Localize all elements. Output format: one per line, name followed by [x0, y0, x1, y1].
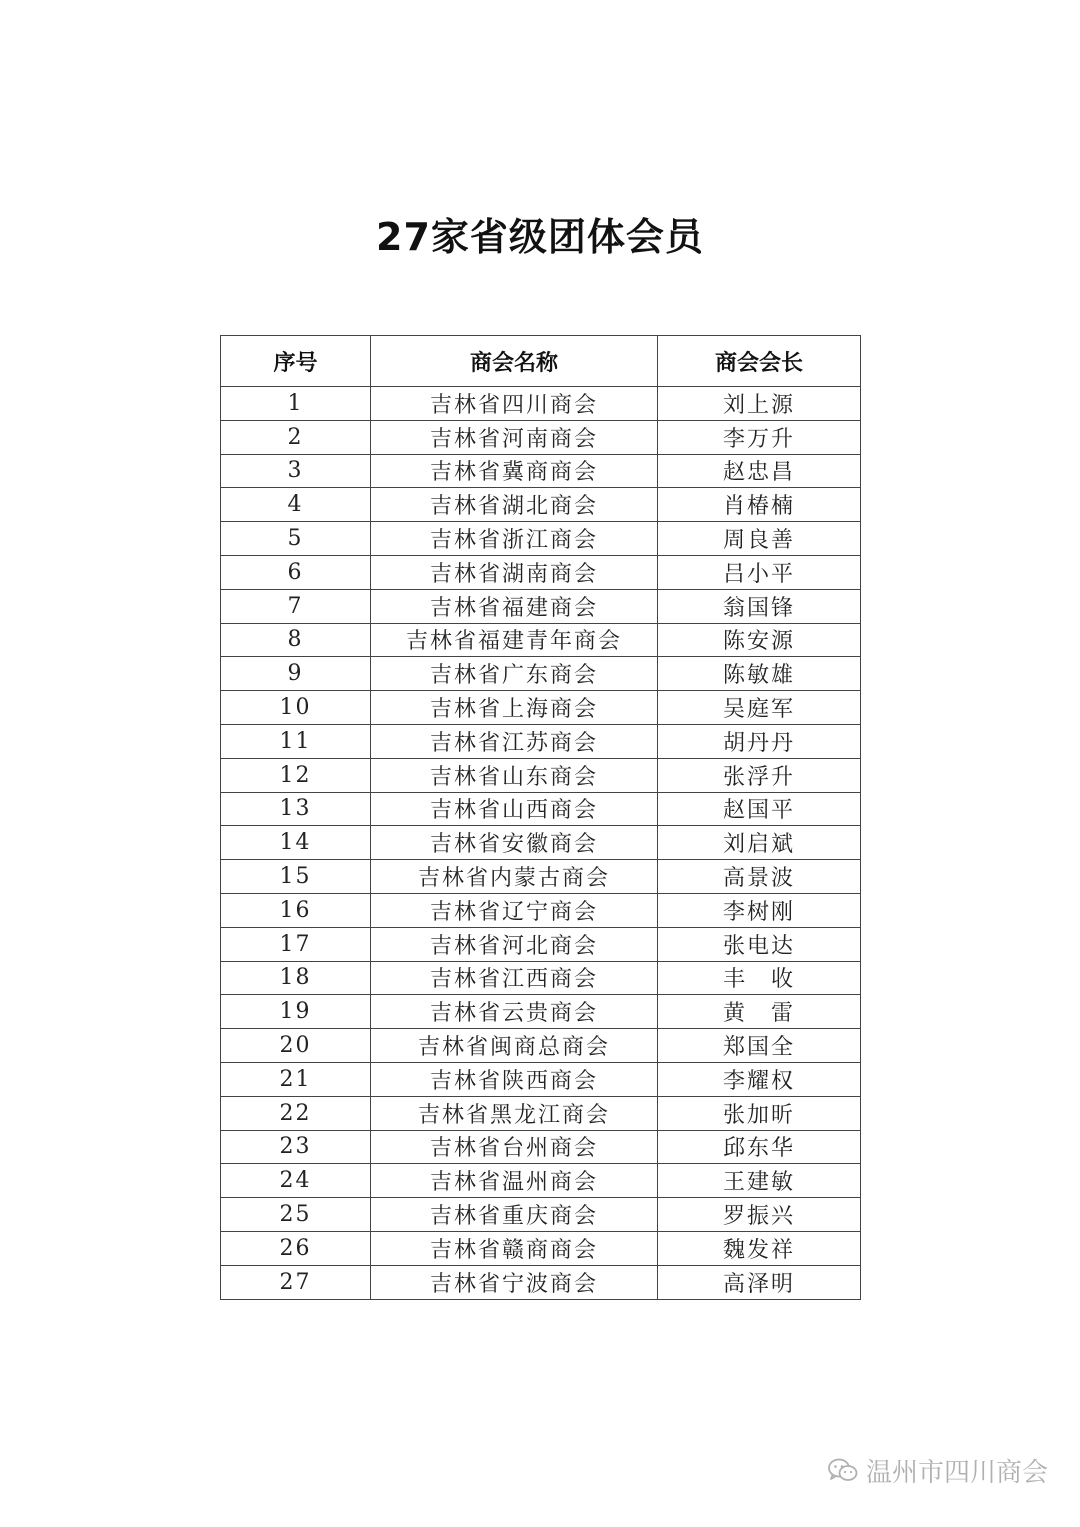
cell-index: 17 [221, 927, 371, 961]
cell-index: 6 [221, 555, 371, 589]
cell-chamber-president: 罗振兴 [658, 1198, 861, 1232]
cell-chamber-president: 陈安源 [658, 623, 861, 657]
table-row [221, 623, 861, 657]
table-row [221, 927, 861, 961]
cell-index: 27 [221, 1265, 371, 1299]
cell-index: 15 [221, 860, 371, 894]
cell-chamber-president: 王建敏 [658, 1164, 861, 1198]
cell-chamber-name: 吉林省山西商会 [371, 792, 658, 826]
cell-chamber-president: 肖椿楠 [658, 488, 861, 522]
cell-index: 19 [221, 995, 371, 1029]
cell-index: 14 [221, 826, 371, 860]
table-row [221, 893, 861, 927]
cell-chamber-president: 丰 收 [658, 961, 861, 995]
cell-chamber-name: 吉林省湖北商会 [371, 488, 658, 522]
cell-chamber-name: 吉林省山东商会 [371, 758, 658, 792]
members-table [220, 335, 861, 1300]
table-row [221, 724, 861, 758]
cell-chamber-name: 吉林省云贵商会 [371, 995, 658, 1029]
cell-index: 3 [221, 454, 371, 488]
cell-chamber-name: 吉林省福建商会 [371, 589, 658, 623]
wechat-icon [828, 1458, 858, 1484]
cell-chamber-president: 刘上源 [658, 387, 861, 421]
table-row [221, 1231, 861, 1265]
cell-chamber-president: 胡丹丹 [658, 724, 861, 758]
table-row [221, 488, 861, 522]
cell-index: 7 [221, 589, 371, 623]
table-row [221, 454, 861, 488]
cell-chamber-president: 吴庭军 [658, 691, 861, 725]
cell-chamber-name: 吉林省内蒙古商会 [371, 860, 658, 894]
table-row [221, 1062, 861, 1096]
cell-index: 16 [221, 893, 371, 927]
table-row [221, 1029, 861, 1063]
cell-chamber-name: 吉林省福建青年商会 [371, 623, 658, 657]
cell-index: 22 [221, 1096, 371, 1130]
cell-chamber-name: 吉林省安徽商会 [371, 826, 658, 860]
cell-chamber-president: 邱东华 [658, 1130, 861, 1164]
cell-chamber-president: 刘启斌 [658, 826, 861, 860]
cell-chamber-president: 黄 雷 [658, 995, 861, 1029]
cell-chamber-name: 吉林省广东商会 [371, 657, 658, 691]
cell-index: 12 [221, 758, 371, 792]
table-row [221, 1265, 861, 1299]
cell-index: 10 [221, 691, 371, 725]
table-row [221, 420, 861, 454]
cell-chamber-name: 吉林省河南商会 [371, 420, 658, 454]
cell-chamber-president: 魏发祥 [658, 1231, 861, 1265]
table-row [221, 1164, 861, 1198]
cell-index: 26 [221, 1231, 371, 1265]
cell-index: 1 [221, 387, 371, 421]
table-row [221, 387, 861, 421]
cell-chamber-name: 吉林省宁波商会 [371, 1265, 658, 1299]
table-row [221, 961, 861, 995]
cell-index: 5 [221, 522, 371, 556]
cell-chamber-name: 吉林省河北商会 [371, 927, 658, 961]
table-row [221, 555, 861, 589]
table-row [221, 1096, 861, 1130]
cell-chamber-president: 郑国全 [658, 1029, 861, 1063]
page-title: 27家省级团体会员 [376, 215, 704, 259]
cell-chamber-name: 吉林省湖南商会 [371, 555, 658, 589]
cell-chamber-name: 吉林省温州商会 [371, 1164, 658, 1198]
cell-index: 25 [221, 1198, 371, 1232]
table-row [221, 826, 861, 860]
cell-index: 13 [221, 792, 371, 826]
watermark-text: 温州市四川商会 [865, 1458, 1048, 1488]
cell-index: 21 [221, 1062, 371, 1096]
cell-chamber-name: 吉林省黑龙江商会 [371, 1096, 658, 1130]
table-header-row [221, 336, 861, 387]
cell-chamber-name: 吉林省辽宁商会 [371, 893, 658, 927]
cell-chamber-name: 吉林省上海商会 [371, 691, 658, 725]
cell-chamber-president: 赵忠昌 [658, 454, 861, 488]
cell-chamber-president: 吕小平 [658, 555, 861, 589]
cell-chamber-name: 吉林省冀商商会 [371, 454, 658, 488]
cell-chamber-name: 吉林省陕西商会 [371, 1062, 658, 1096]
cell-chamber-name: 吉林省台州商会 [371, 1130, 658, 1164]
watermark [828, 1452, 1048, 1489]
cell-chamber-president: 李万升 [658, 420, 861, 454]
table-row [221, 657, 861, 691]
cell-index: 20 [221, 1029, 371, 1063]
cell-chamber-name: 吉林省江苏商会 [371, 724, 658, 758]
table-body [221, 387, 861, 1300]
table-row [221, 522, 861, 556]
cell-chamber-president: 翁国锋 [658, 589, 861, 623]
cell-index: 2 [221, 420, 371, 454]
table-row [221, 792, 861, 826]
header-index: 序号 [221, 336, 371, 387]
table-row [221, 995, 861, 1029]
cell-chamber-president: 张浮升 [658, 758, 861, 792]
cell-chamber-president: 周良善 [658, 522, 861, 556]
cell-index: 11 [221, 724, 371, 758]
table-row [221, 589, 861, 623]
cell-chamber-president: 张电达 [658, 927, 861, 961]
cell-chamber-name: 吉林省四川商会 [371, 387, 658, 421]
table-row [221, 758, 861, 792]
header-chamber-president: 商会会长 [658, 336, 861, 387]
cell-chamber-name: 吉林省江西商会 [371, 961, 658, 995]
cell-index: 4 [221, 488, 371, 522]
cell-chamber-president: 陈敏雄 [658, 657, 861, 691]
cell-index: 24 [221, 1164, 371, 1198]
cell-chamber-name: 吉林省闽商总商会 [371, 1029, 658, 1063]
cell-index: 23 [221, 1130, 371, 1164]
cell-chamber-president: 李树刚 [658, 893, 861, 927]
table-row [221, 1198, 861, 1232]
header-chamber-name: 商会名称 [371, 336, 658, 387]
cell-chamber-president: 张加昕 [658, 1096, 861, 1130]
cell-chamber-president: 李耀权 [658, 1062, 861, 1096]
cell-index: 18 [221, 961, 371, 995]
cell-chamber-president: 高景波 [658, 860, 861, 894]
cell-chamber-name: 吉林省浙江商会 [371, 522, 658, 556]
cell-chamber-president: 高泽明 [658, 1265, 861, 1299]
table-row [221, 1130, 861, 1164]
table-row [221, 860, 861, 894]
cell-chamber-name: 吉林省重庆商会 [371, 1198, 658, 1232]
cell-chamber-president: 赵国平 [658, 792, 861, 826]
table-row [221, 691, 861, 725]
cell-index: 8 [221, 623, 371, 657]
cell-index: 9 [221, 657, 371, 691]
cell-chamber-name: 吉林省赣商商会 [371, 1231, 658, 1265]
